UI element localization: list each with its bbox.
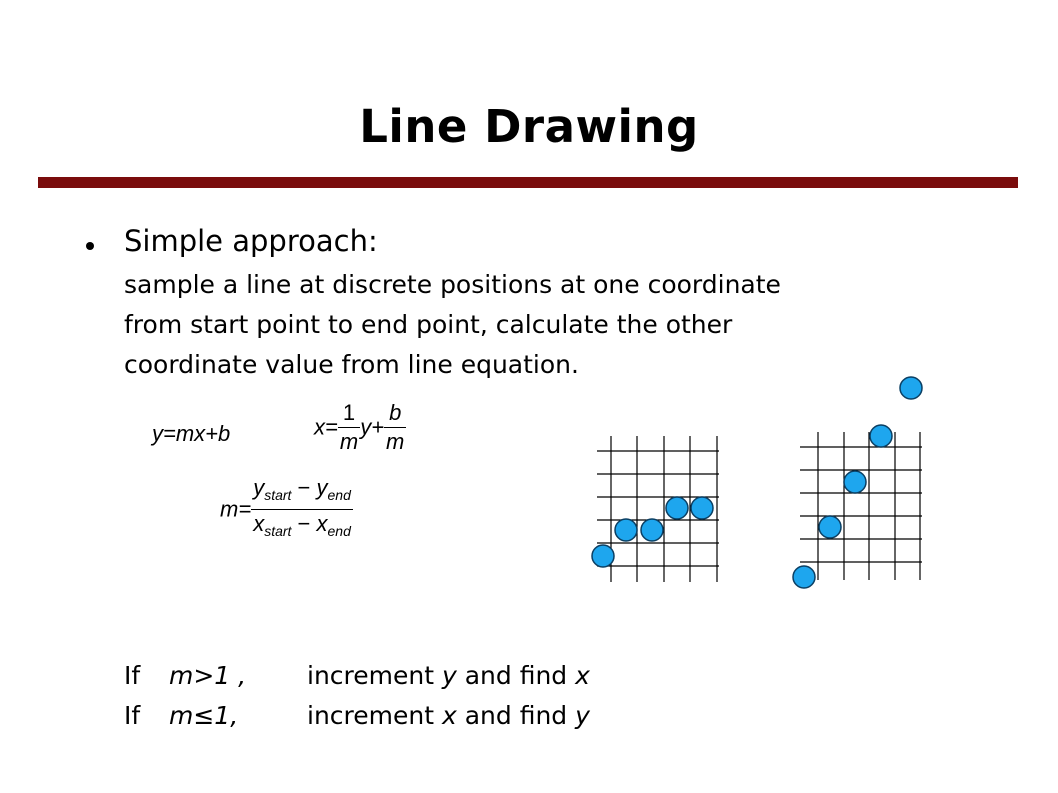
condition-row-1 bbox=[124, 661, 724, 697]
pixel-dot bbox=[793, 566, 815, 588]
bullet-text-line-3: coordinate value from line equation. bbox=[124, 350, 579, 379]
pixel-dot bbox=[592, 545, 614, 567]
pixel-dot bbox=[870, 425, 892, 447]
pixel-dot bbox=[615, 519, 637, 541]
grid-steep-slope bbox=[800, 432, 922, 580]
pixel-dot bbox=[819, 516, 841, 538]
bullet-text-line-1: sample a line at discrete positions at one coordinate bbox=[124, 270, 781, 299]
condition-if: If bbox=[124, 661, 141, 690]
slide-title: Line Drawing bbox=[359, 100, 699, 153]
plotted-pixels-steep-slope bbox=[793, 377, 922, 588]
condition-expression: m≤1, bbox=[169, 701, 239, 730]
equation-slope-intercept: y=mx+b bbox=[152, 421, 231, 446]
condition-row-2 bbox=[124, 701, 724, 737]
condition-if: If bbox=[124, 701, 141, 730]
bullet-heading: Simple approach: bbox=[124, 224, 378, 258]
pixel-dot bbox=[844, 471, 866, 493]
pixel-dot bbox=[641, 519, 663, 541]
equation-x-of-y: x= $\frac{1}{m}$ y+ $\frac{b}{m}$ bbox=[314, 400, 405, 454]
pixel-dot bbox=[900, 377, 922, 399]
plotted-pixels-low-slope bbox=[592, 497, 713, 567]
condition-action: increment y and find x bbox=[307, 661, 590, 690]
condition-expression: m>1 , bbox=[169, 661, 247, 690]
pixel-dot bbox=[691, 497, 713, 519]
equation-slope: m= $\frac{y_{start} - y_{end}}{x_{start} - x_{end}}$ bbox=[220, 475, 351, 539]
pixel-dot bbox=[666, 497, 688, 519]
bullet-text-line-2: from start point to end point, calculate the other bbox=[124, 310, 733, 339]
condition-action: increment x and find y bbox=[307, 701, 590, 730]
